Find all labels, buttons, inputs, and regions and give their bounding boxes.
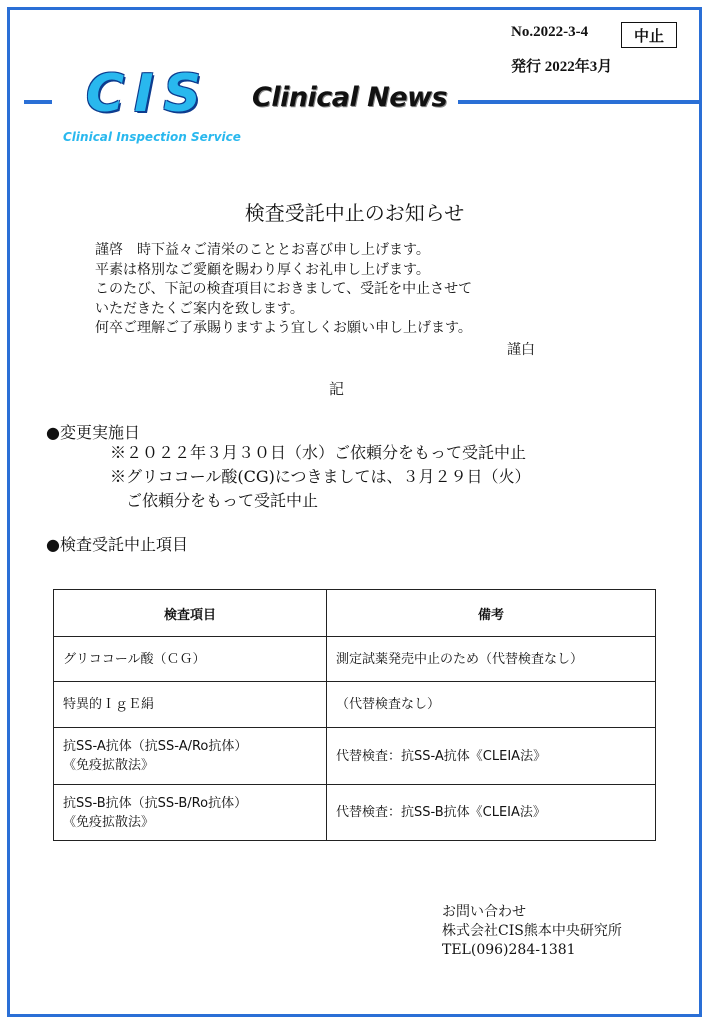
change-date-heading: ●変更実施日 xyxy=(46,423,140,442)
cis-logo: CIS xyxy=(86,64,211,124)
header-rule-right xyxy=(458,100,702,104)
greeting-paragraph xyxy=(95,241,472,339)
newsletter-title: Clinical News xyxy=(252,82,448,113)
greeting-line: いただきたくご案内を致します。 xyxy=(95,300,304,317)
item-cell xyxy=(54,682,327,728)
greeting-line: 平素は格別なご愛顧を賜わり厚くお礼申し上げます。 xyxy=(95,261,430,278)
note-cell: 測定試薬発売中止のため（代替検査なし） xyxy=(327,637,656,682)
item-cell xyxy=(54,637,327,682)
change-date-details xyxy=(110,441,531,513)
closing-word: 謹白 xyxy=(507,342,535,358)
greeting-line: 謹啓 時下益々ご清栄のこととお喜び申し上げます。 xyxy=(95,242,430,258)
page-title: 検査受託中止のお知らせ xyxy=(244,201,465,225)
note-cell: 代替検査：抗SS-B抗体《CLEIA法》 xyxy=(327,785,656,841)
change-line: ※グリココール酸(CG)につきましては、３月２９日（火） xyxy=(110,467,531,486)
issue-date: 発行 2022年3月 xyxy=(511,59,613,75)
document-number: No.2022-3-4 xyxy=(511,24,589,40)
table-row xyxy=(54,785,656,841)
greeting-line: 何卒ご理解ご了承賜りますよう宜しくお願い申し上げます。 xyxy=(95,320,472,336)
item-name: 抗SS-A抗体（抗SS-A/Ro抗体） xyxy=(63,739,248,754)
ki-marker: 記 xyxy=(329,380,345,398)
items-heading: ●検査受託中止項目 xyxy=(46,535,188,554)
note-cell: （代替検査なし） xyxy=(327,682,656,728)
item-method: 《免疫拡散法》 xyxy=(63,758,155,773)
item-name: グリココール酸（ＣＧ） xyxy=(63,651,206,667)
column-header-note: 備考 xyxy=(327,590,656,637)
change-line: ご依頼分をもって受託中止 xyxy=(126,491,319,510)
item-name: 抗SS-B抗体（抗SS-B/Ro抗体） xyxy=(63,795,248,811)
item-method: 《免疫拡散法》 xyxy=(63,814,155,830)
note-cell: 代替検査：抗SS-A抗体《CLEIA法》 xyxy=(327,728,656,785)
item-name: 特異的ＩｇＥ絹 xyxy=(63,697,155,712)
contact-label: お問い合わせ xyxy=(442,904,526,920)
logo-tagline: Clinical Inspection Service xyxy=(63,130,241,144)
table-row xyxy=(54,682,656,728)
change-line: ※２０２２年３月３０日（水）ご依頼分をもって受託中止 xyxy=(110,443,527,462)
greeting-line: このたび、下記の検査項目におきまして、受託を中止させて xyxy=(95,281,473,297)
header-rule-left xyxy=(24,100,52,104)
item-cell xyxy=(54,728,327,785)
table-header-row xyxy=(54,590,656,637)
table-row xyxy=(54,637,656,682)
table-row xyxy=(54,728,656,785)
company-name: 株式会社CIS熊本中央研究所 xyxy=(442,923,622,939)
item-cell xyxy=(54,785,327,841)
column-header-item: 検査項目 xyxy=(54,590,327,637)
phone-number: TEL(096)284-1381 xyxy=(442,942,576,958)
status-badge: 中止 xyxy=(621,22,677,48)
contact-block xyxy=(442,903,622,960)
discontinued-items-table xyxy=(53,589,656,841)
